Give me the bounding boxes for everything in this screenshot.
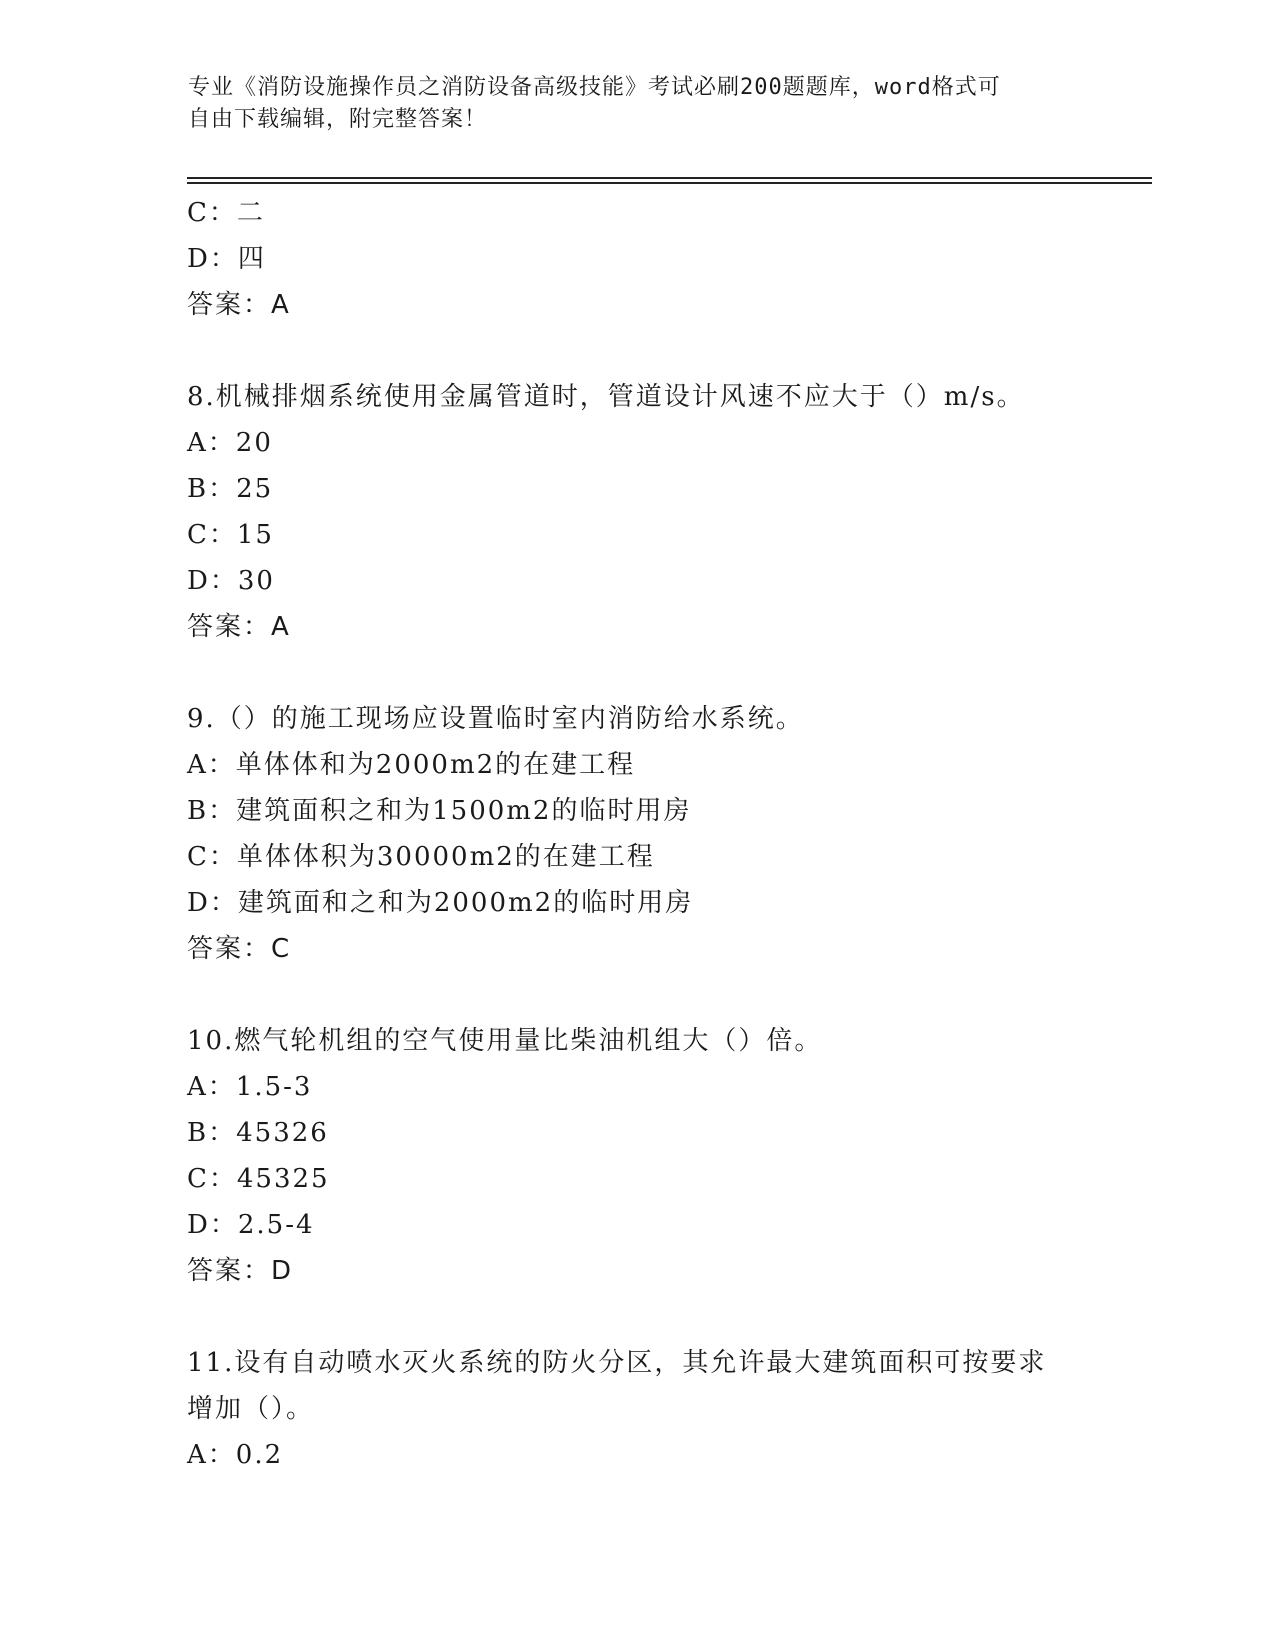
question-stem-line-2: 增加（）。 xyxy=(187,1394,315,1424)
option-c: C：单体体积为30000m2的在建工程 xyxy=(187,842,655,872)
document-header xyxy=(188,72,1068,136)
option-a: A：单体体和为2000m2的在建工程 xyxy=(187,750,636,780)
option-b: B：建筑面积之和为1500m2的临时用房 xyxy=(187,796,692,826)
option-d: D：30 xyxy=(187,566,275,596)
header-divider-top xyxy=(187,177,1152,179)
header-title-line-2: 自由下载编辑，附完整答案！ xyxy=(188,107,488,132)
answer-line: 答案：A xyxy=(187,290,291,320)
question-stem: 8.机械排烟系统使用金属管道时，管道设计风速不应大于（）m/s。 xyxy=(187,382,1025,412)
option-c: C：二 xyxy=(187,198,265,228)
answer-line: 答案：A xyxy=(187,612,291,642)
question-8 xyxy=(187,374,1147,650)
question-stem: 10.燃气轮机组的空气使用量比柴油机组大（）倍。 xyxy=(187,1026,823,1056)
question-fragment xyxy=(187,190,1147,328)
question-gap xyxy=(187,972,1147,1018)
header-title-line-1: 专业《消防设施操作员之消防设备高级技能》考试必刷200题题库，word格式可 xyxy=(188,75,1001,100)
option-d: D：建筑面和之和为2000m2的临时用房 xyxy=(187,888,694,918)
question-stem-line-1: 11.设有自动喷水灭火系统的防火分区，其允许最大建筑面积可按要求 xyxy=(187,1348,1047,1378)
question-10 xyxy=(187,1018,1147,1294)
question-stem: 9.（）的施工现场应设置临时室内消防给水系统。 xyxy=(187,704,804,734)
answer-line: 答案：D xyxy=(187,1256,294,1286)
option-c: C：15 xyxy=(187,520,274,550)
question-gap xyxy=(187,328,1147,374)
option-a: A：1.5-3 xyxy=(187,1072,313,1102)
question-gap xyxy=(187,650,1147,696)
option-b: B：25 xyxy=(187,474,274,504)
question-gap xyxy=(187,1294,1147,1340)
header-divider-bottom xyxy=(187,182,1152,184)
question-9 xyxy=(187,696,1147,972)
question-list xyxy=(187,190,1147,1478)
option-d: D：2.5-4 xyxy=(187,1210,315,1240)
option-b: B：45326 xyxy=(187,1118,329,1148)
question-11 xyxy=(187,1340,1147,1478)
option-a: A：20 xyxy=(187,428,273,458)
answer-line: 答案：C xyxy=(187,934,292,964)
option-d: D：四 xyxy=(187,244,266,274)
option-a: A：0.2 xyxy=(187,1440,284,1470)
option-c: C：45325 xyxy=(187,1164,330,1194)
